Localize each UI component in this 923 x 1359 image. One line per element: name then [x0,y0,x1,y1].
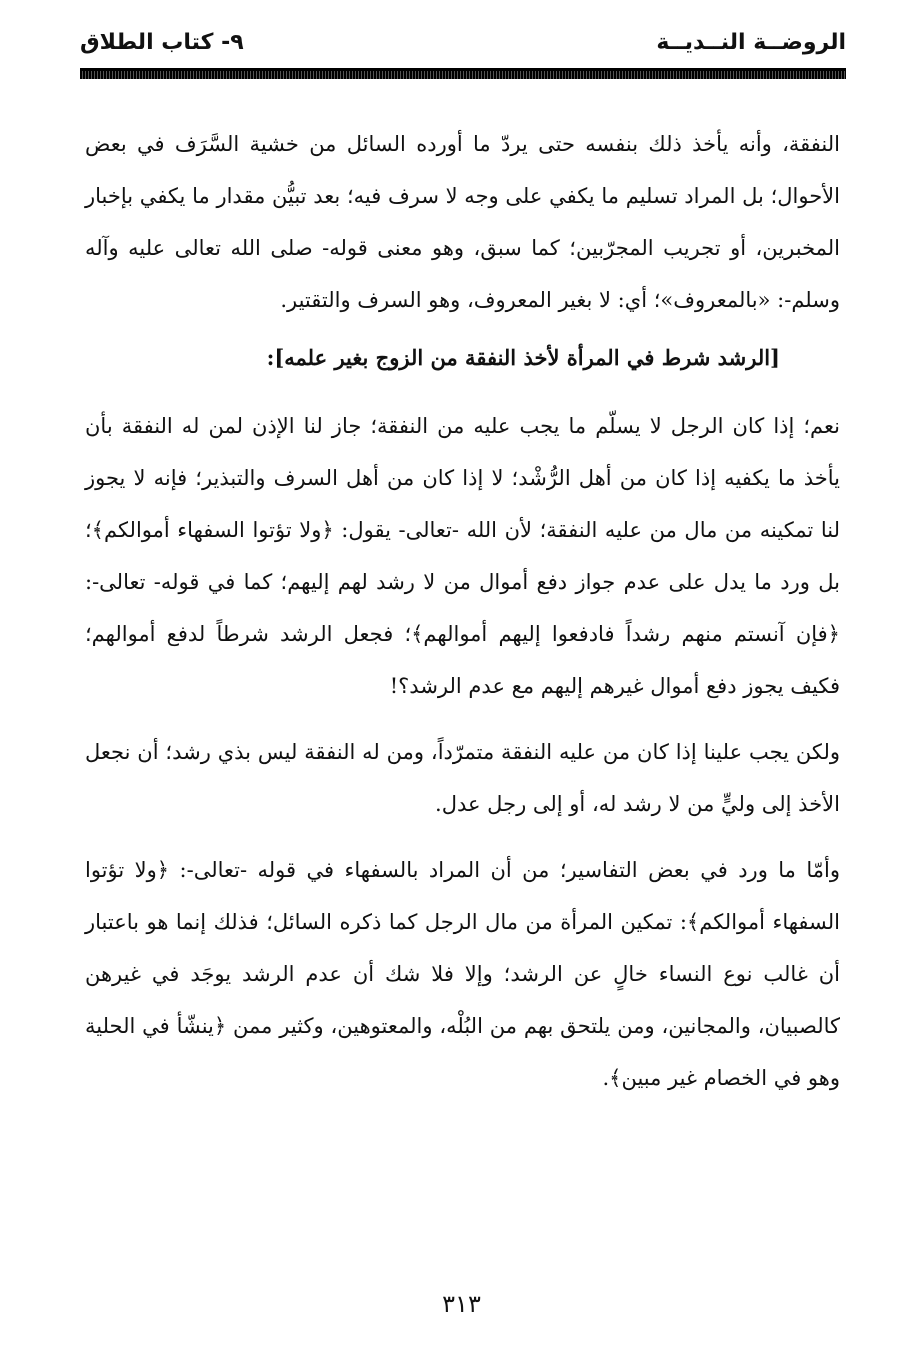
page-body [85,118,840,1104]
header-rule [80,68,846,79]
chapter-title: ٩- كتاب الطلاق [80,30,244,55]
section-heading: [الرشد شرط في المرأة لأخذ النفقة من الزوج بغير علمه]: [266,345,780,370]
paragraph-4: وأمّا ما ورد في بعض التفاسير؛ من أن المراد بالسفهاء في قوله -تعالى-: ﴿ولا تؤتوا السفهاء أموالكم﴾: تمكين المرأة من مال الرجل كما ذكره السائل؛ فذلك إنما هو باعتبار أن غالب نوع النساء خالٍ عن الرشد؛ وإلا فلا شك أن عدم الرشد يوجَد في غيرهن كالصبيان، والمجانين، ومن يلتحق بهم من البُلْه، والمعتوهين، وكثير ممن ﴿ينشّأ في الحلية وهو في الخصام غير مبين﴾. [85,858,840,1090]
paragraph-2: نعم؛ إذا كان الرجل لا يسلّم ما يجب عليه من النفقة؛ جاز لنا الإذن لمن له النفقة بأن يأخذ ما يكفيه إذا كان من أهل الرُّشْد؛ لا إذا كان من أهل السرف والتبذير؛ فإنه لا يجوز لنا تمكينه من مال من عليه النفقة؛ لأن الله -تعالى- يقول: ﴿ولا تؤتوا السفهاء أموالكم﴾؛ بل ورد ما يدل على عدم جواز دفع أموال من لا رشد لهم إليهم؛ كما في قوله- تعالى-: ﴿فإن آنستم منهم رشداً فادفعوا إليهم أموالهم﴾؛ فجعل الرشد شرطاً لدفع أموالهم؛ فكيف يجوز دفع أموال غيرهم إليهم مع عدم الرشد؟! [85,414,840,698]
page-header [80,30,846,70]
page-number: ٣١٣ [442,1290,481,1318]
paragraph-1: النفقة، وأنه يأخذ ذلك بنفسه حتى يردّ ما أورده السائل من خشية السَّرَف في بعض الأحوال؛ بل المراد تسليم ما يكفي على وجه لا سرف فيه؛ بعد تبيُّن مقدار ما يكفي بإخبار المخبرين، أو تجريب المجرّبين؛ كما سبق، وهو معنى قوله- صلى الله تعالى عليه وآله وسلم-: «بالمعروف»؛ أي: لا بغير المعروف، وهو السرف والتقتير. [85,132,840,312]
book-title: الروضــة النــديــة [656,30,846,55]
paragraph-3: ولكن يجب علينا إذا كان من عليه النفقة متمرّداً، ومن له النفقة ليس بذي رشد؛ أن نجعل الأخذ إلى وليٍّ من لا رشد له، أو إلى رجل عدل. [85,740,840,816]
